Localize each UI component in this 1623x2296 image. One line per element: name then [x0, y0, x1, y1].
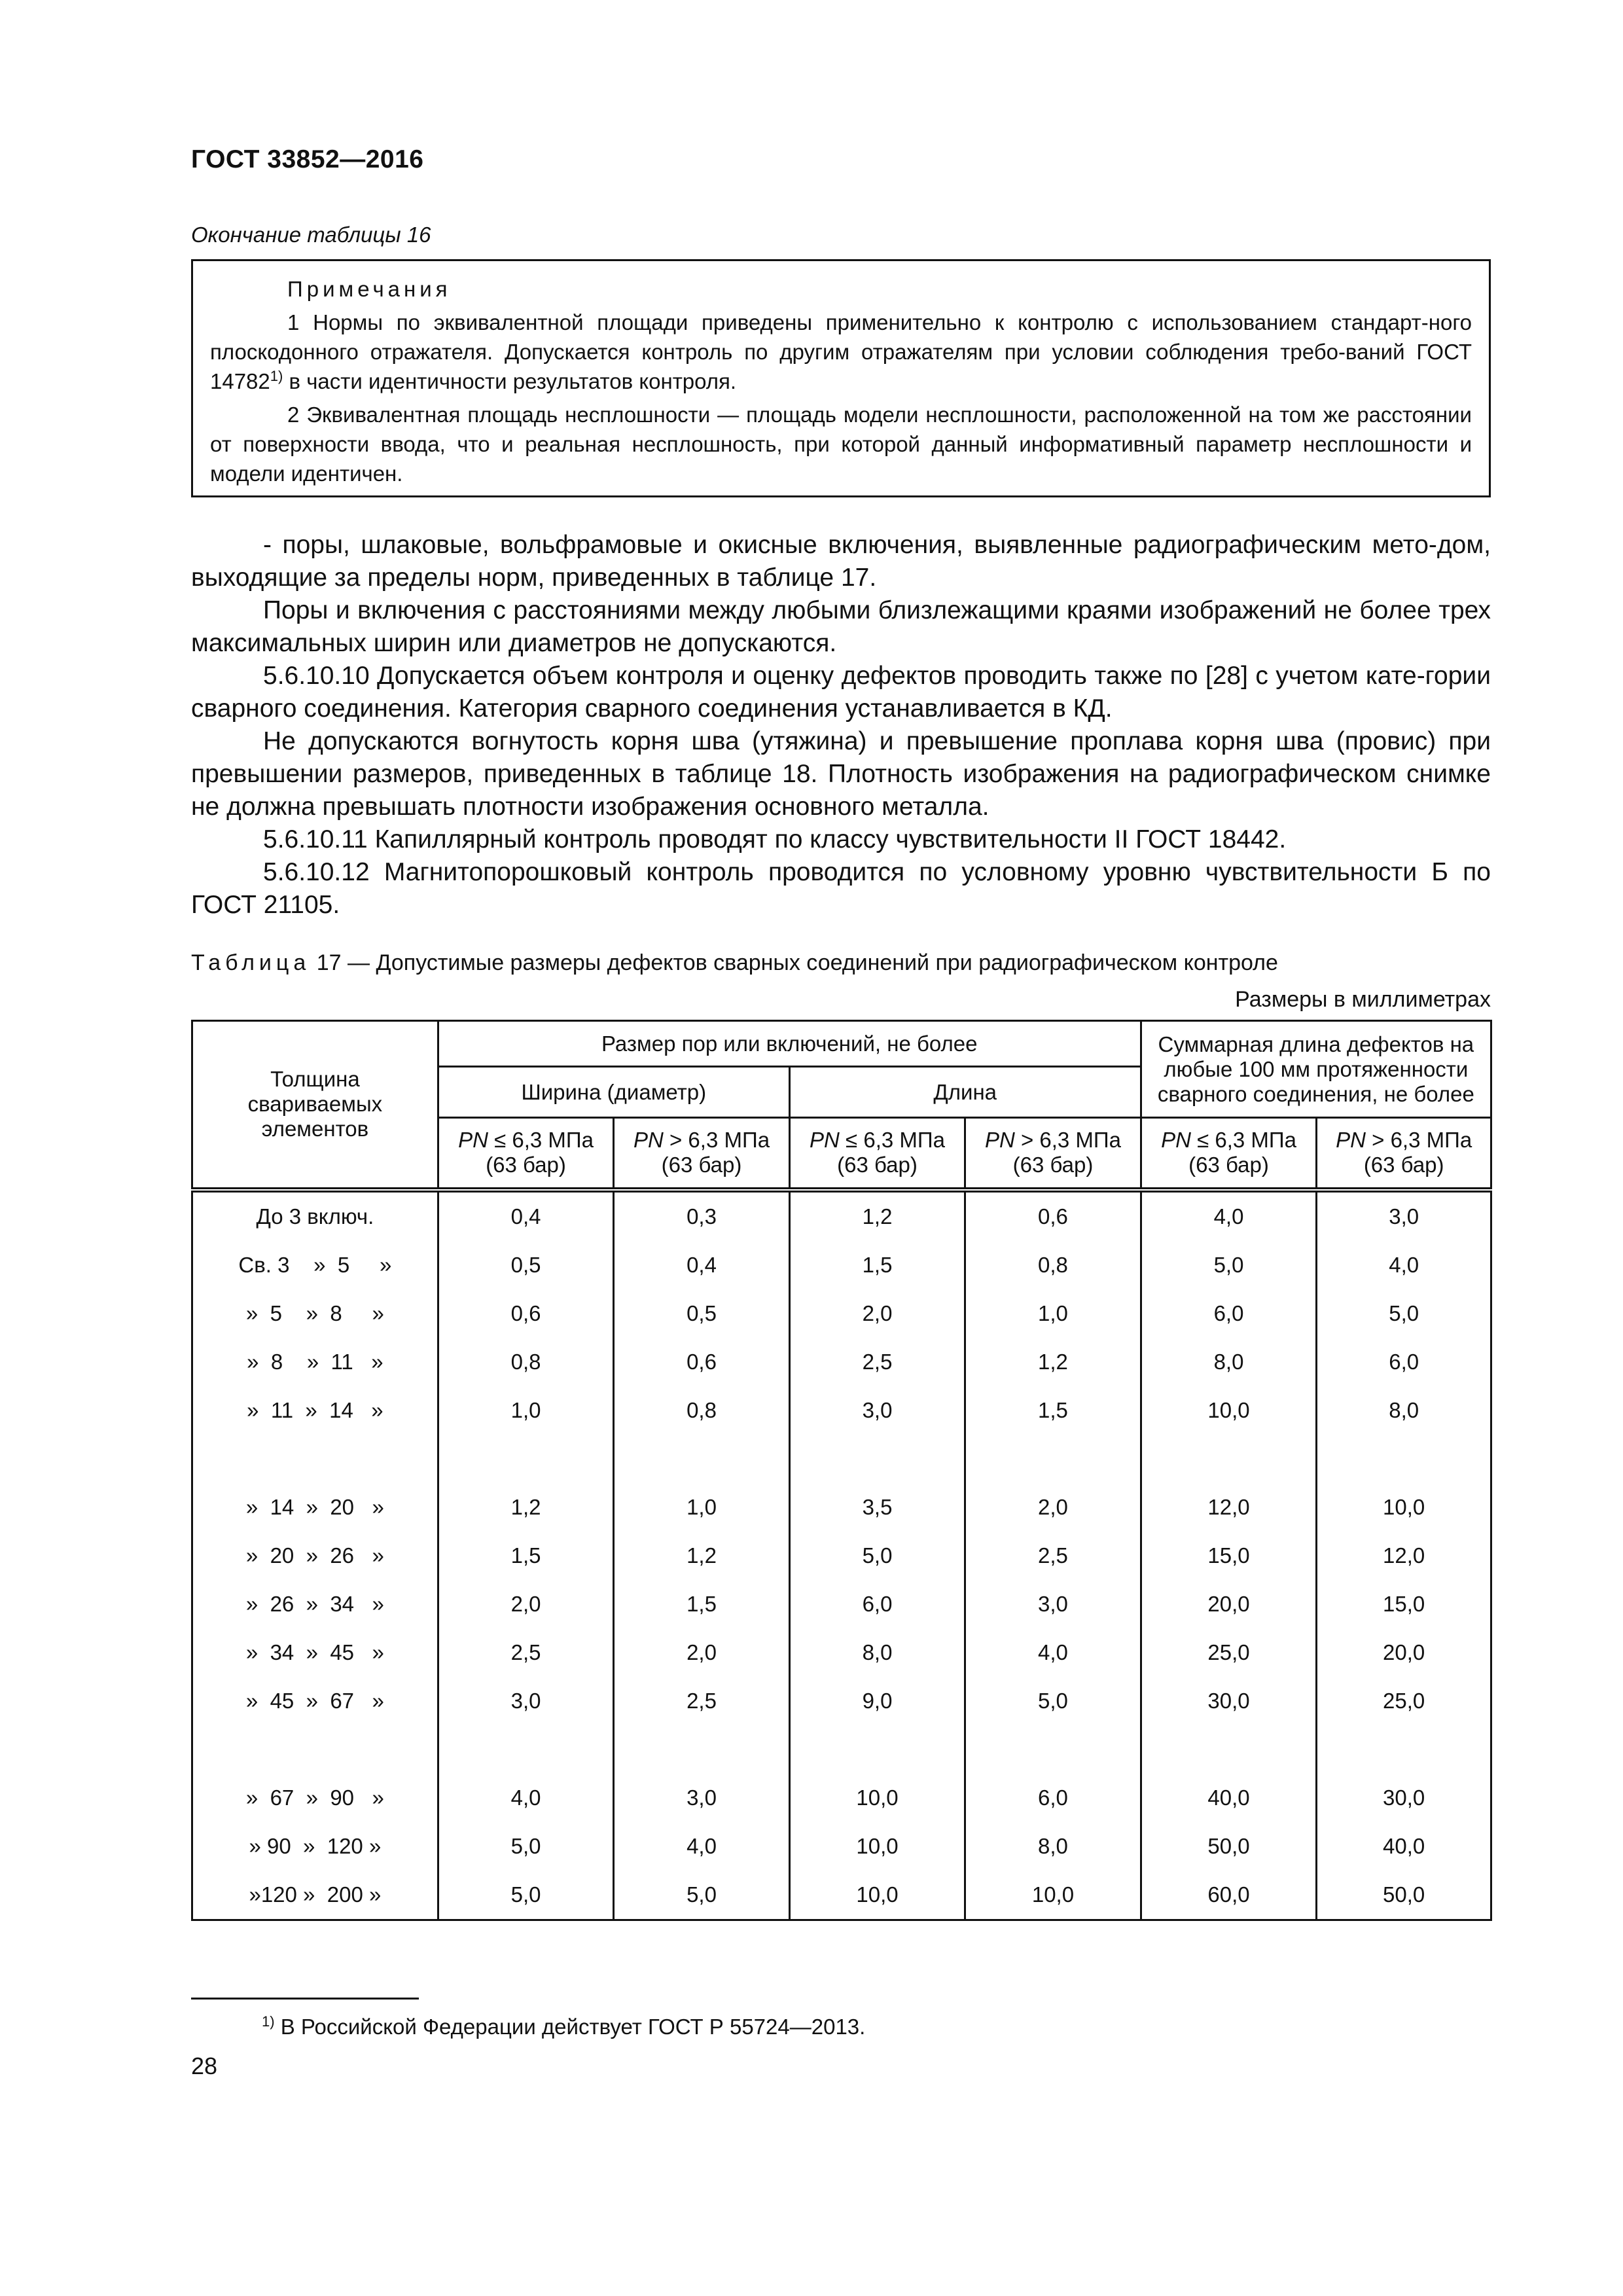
table-body [192, 1190, 1491, 1920]
value-cell: 30,0 [1317, 1774, 1491, 1822]
paragraph: Не допускаются вогнутость корня шва (утяжина) и превышение проплава корня шва (провис) при превышении размеров, приведенных в таблице 18. Плотность изображения на радиографическом снимке не должна превышать плотности изображения основного металла. [191, 727, 1491, 821]
value-cell: 0,5 [438, 1241, 613, 1289]
value-cell: 3,0 [1317, 1190, 1491, 1241]
value-cell: 5,0 [614, 1871, 789, 1920]
value-cell: 1,5 [965, 1386, 1141, 1435]
paragraph: - поры, шлаковые, вольфрамовые и окисные включения, выявленные радиографическим мето-дом, выходящие за пределы норм, приведенных в таблице 17. [191, 531, 1491, 592]
table-row [192, 1774, 1491, 1822]
value-cell: 3,0 [965, 1580, 1141, 1628]
header-pn-le: PN ≤ 6,3 МПа (63 бар) [438, 1118, 613, 1190]
table-row [192, 1190, 1491, 1241]
value-cell: 0,6 [614, 1338, 789, 1386]
paragraph: 5.6.10.11 Капиллярный контроль проводят по классу чувствительности II ГОСТ 18442. [263, 825, 1287, 853]
value-cell: 50,0 [1141, 1822, 1317, 1871]
value-cell: 10,0 [1317, 1483, 1491, 1532]
value-cell: 1,0 [614, 1483, 789, 1532]
notes-title: Примечания [287, 277, 452, 301]
value-cell: 5,0 [1141, 1241, 1317, 1289]
value-cell: 2,5 [438, 1628, 613, 1677]
value-cell: 1,2 [789, 1190, 965, 1241]
value-cell: 8,0 [789, 1628, 965, 1677]
footnote-divider [191, 1998, 419, 2000]
value-cell: 1,2 [614, 1532, 789, 1580]
value-cell: 10,0 [1141, 1386, 1317, 1435]
value-cell: 4,0 [1317, 1241, 1491, 1289]
value-cell: 2,0 [438, 1580, 613, 1628]
thickness-cell: » 14 » 20 » [192, 1483, 438, 1532]
value-cell: 1,0 [965, 1289, 1141, 1338]
table-row [192, 1338, 1491, 1386]
table-spacer-row [192, 1435, 1491, 1483]
note-1-text: 1 Нормы по эквивалентной площади приведены применительно к контролю с использованием стандарт-ного плоскодонного отражателя. Допускается контроль по другим отражателям при условии соблюдения требо-ваний ГОСТ 14782 [210, 310, 1472, 393]
header-pn-gt: PN > 6,3 МПа (63 бар) [1317, 1118, 1491, 1190]
table-row [192, 1532, 1491, 1580]
value-cell: 3,0 [614, 1774, 789, 1822]
footnote-text: В Российской Федерации действует ГОСТ Р 55724—2013. [274, 2015, 866, 2039]
body-text [191, 529, 1491, 922]
header-pore-size: Размер пор или включений, не более [438, 1021, 1141, 1067]
value-cell: 5,0 [438, 1871, 613, 1920]
value-cell: 8,0 [1317, 1386, 1491, 1435]
header-pn-gt: PN > 6,3 МПа (63 бар) [965, 1118, 1141, 1190]
value-cell: 1,0 [438, 1386, 613, 1435]
table-row [192, 1580, 1491, 1628]
note-1-text-end: в части идентичности результатов контроля. [283, 369, 737, 393]
note-1-footnote-mark: 1) [270, 368, 283, 384]
value-cell: 5,0 [438, 1822, 613, 1871]
value-cell: 5,0 [1317, 1289, 1491, 1338]
thickness-cell: » 20 » 26 » [192, 1532, 438, 1580]
value-cell: 4,0 [965, 1628, 1141, 1677]
value-cell: 20,0 [1317, 1628, 1491, 1677]
table-spacer-row [192, 1725, 1491, 1774]
value-cell: 0,4 [614, 1241, 789, 1289]
value-cell: 1,2 [965, 1338, 1141, 1386]
value-cell: 10,0 [789, 1822, 965, 1871]
thickness-cell: » 5 » 8 » [192, 1289, 438, 1338]
table-row [192, 1241, 1491, 1289]
value-cell: 1,5 [438, 1532, 613, 1580]
value-cell: 0,3 [614, 1190, 789, 1241]
value-cell: 0,8 [965, 1241, 1141, 1289]
header-thickness: Толщина свариваемых элементов [192, 1021, 438, 1190]
table-row [192, 1677, 1491, 1725]
value-cell: 3,0 [438, 1677, 613, 1725]
note-2: 2 Эквивалентная площадь несплошности — площадь модели несплошности, расположенной на том же расстоянии от поверхности ввода, что и реальная несплошность, при которой данный информативный параметр несплошности и модели идентичен. [210, 403, 1472, 486]
value-cell: 0,6 [965, 1190, 1141, 1241]
value-cell: 6,0 [965, 1774, 1141, 1822]
value-cell: 4,0 [614, 1822, 789, 1871]
thickness-cell: » 90 » 120 » [192, 1822, 438, 1871]
table-caption-label: Таблица [191, 950, 311, 975]
value-cell: 2,0 [789, 1289, 965, 1338]
value-cell: 0,8 [614, 1386, 789, 1435]
thickness-cell: » 8 » 11 » [192, 1338, 438, 1386]
note-1 [210, 308, 1472, 396]
value-cell: 10,0 [789, 1871, 965, 1920]
thickness-cell: Св. 3 » 5 » [192, 1241, 438, 1289]
value-cell: 6,0 [1141, 1289, 1317, 1338]
thickness-cell: » 67 » 90 » [192, 1774, 438, 1822]
value-cell: 4,0 [438, 1774, 613, 1822]
document-header: ГОСТ 33852—2016 [191, 145, 424, 173]
value-cell: 4,0 [1141, 1190, 1317, 1241]
header-total-length: Суммарная длина дефектов на любые 100 мм протяженности сварного соединения, не более [1141, 1021, 1491, 1118]
thickness-cell: »120 » 200 » [192, 1871, 438, 1920]
header-pn-le: PN ≤ 6,3 МПа (63 бар) [1141, 1118, 1317, 1190]
value-cell: 25,0 [1317, 1677, 1491, 1725]
value-cell: 0,8 [438, 1338, 613, 1386]
thickness-cell: » 45 » 67 » [192, 1677, 438, 1725]
table-row [192, 1386, 1491, 1435]
thickness-cell: До 3 включ. [192, 1190, 438, 1241]
value-cell: 5,0 [965, 1677, 1141, 1725]
paragraph: Поры и включения с расстояниями между любыми близлежащими краями изображений не более трех максимальных ширин или диаметров не допускаются. [191, 596, 1491, 657]
header-pn-le: PN ≤ 6,3 МПа (63 бар) [789, 1118, 965, 1190]
table-continuation-caption: Окончание таблицы 16 [191, 223, 431, 247]
thickness-cell: » 11 » 14 » [192, 1386, 438, 1435]
value-cell: 30,0 [1141, 1677, 1317, 1725]
value-cell: 6,0 [1317, 1338, 1491, 1386]
value-cell: 1,5 [614, 1580, 789, 1628]
value-cell: 5,0 [789, 1532, 965, 1580]
value-cell: 0,6 [438, 1289, 613, 1338]
value-cell: 12,0 [1317, 1532, 1491, 1580]
page-number: 28 [191, 2053, 218, 2079]
notes-box [191, 259, 1491, 497]
header-length: Длина [789, 1067, 1141, 1118]
header-pn-gt: PN > 6,3 МПа (63 бар) [614, 1118, 789, 1190]
value-cell: 9,0 [789, 1677, 965, 1725]
footnote [262, 2013, 865, 2039]
value-cell: 15,0 [1141, 1532, 1317, 1580]
table-units: Размеры в миллиметрах [1235, 987, 1491, 1012]
value-cell: 2,0 [965, 1483, 1141, 1532]
table-caption-title: 17 — Допустимые размеры дефектов сварных соединений при радиографическом контроле [310, 950, 1278, 975]
value-cell: 10,0 [965, 1871, 1141, 1920]
value-cell: 3,5 [789, 1483, 965, 1532]
value-cell: 15,0 [1317, 1580, 1491, 1628]
thickness-cell: » 34 » 45 » [192, 1628, 438, 1677]
value-cell: 0,4 [438, 1190, 613, 1241]
value-cell: 2,0 [614, 1628, 789, 1677]
value-cell: 2,5 [965, 1532, 1141, 1580]
value-cell: 2,5 [614, 1677, 789, 1725]
value-cell: 3,0 [789, 1386, 965, 1435]
value-cell: 1,2 [438, 1483, 613, 1532]
table-row [192, 1628, 1491, 1677]
footnote-mark: 1) [262, 2013, 275, 2030]
value-cell: 50,0 [1317, 1871, 1491, 1920]
table-row [192, 1822, 1491, 1871]
value-cell: 8,0 [1141, 1338, 1317, 1386]
table-row [192, 1289, 1491, 1338]
value-cell: 2,5 [789, 1338, 965, 1386]
thickness-cell: » 26 » 34 » [192, 1580, 438, 1628]
paragraph: 5.6.10.12 Магнитопорошковый контроль проводится по условному уровню чувствительности Б по ГОСТ 21105. [191, 858, 1491, 919]
value-cell: 20,0 [1141, 1580, 1317, 1628]
value-cell: 60,0 [1141, 1871, 1317, 1920]
table-row [192, 1483, 1491, 1532]
paragraph: 5.6.10.10 Допускается объем контроля и оценку дефектов проводить также по [28] с учетом кате-гории сварного соединения. Категория сварного соединения устанавливается в КД. [191, 662, 1491, 723]
table-row [192, 1871, 1491, 1920]
defect-size-table [191, 1020, 1492, 1921]
value-cell: 40,0 [1317, 1822, 1491, 1871]
header-width: Ширина (диаметр) [438, 1067, 789, 1118]
value-cell: 6,0 [789, 1580, 965, 1628]
value-cell: 25,0 [1141, 1628, 1317, 1677]
table-caption [191, 950, 1278, 976]
value-cell: 1,5 [789, 1241, 965, 1289]
value-cell: 0,5 [614, 1289, 789, 1338]
value-cell: 12,0 [1141, 1483, 1317, 1532]
value-cell: 10,0 [789, 1774, 965, 1822]
value-cell: 40,0 [1141, 1774, 1317, 1822]
value-cell: 8,0 [965, 1822, 1141, 1871]
